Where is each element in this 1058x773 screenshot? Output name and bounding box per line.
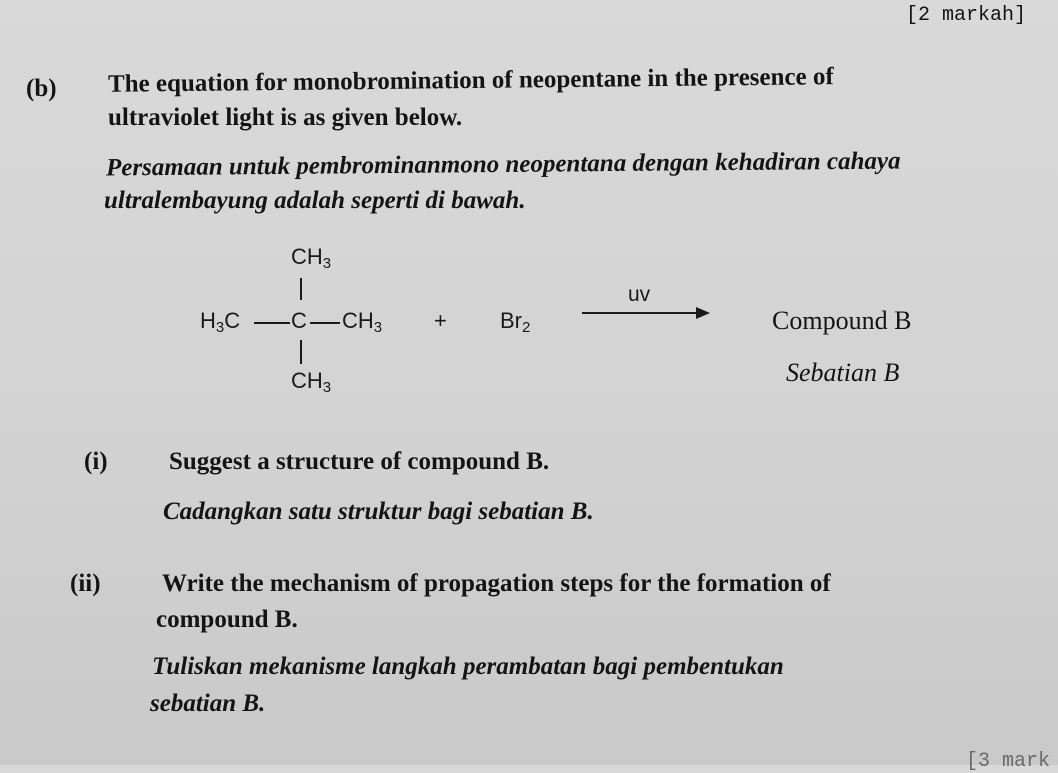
reaction-arrow [582, 312, 700, 314]
marks-label: [2 markah] [905, 4, 1026, 27]
central-carbon: C [291, 308, 307, 333]
bottom-methyl: $CH_3$ [291, 368, 332, 396]
footer-marks-partial: [3 mark [965, 750, 1050, 773]
left-methyl: $H_3C$ [200, 308, 241, 336]
question-ii-number: (ii) [70, 570, 101, 597]
intro-ms-line2: ultralembayung adalah seperti di bawah. [104, 187, 526, 214]
question-i-en: Suggest a structure of compound B. [169, 448, 550, 475]
top-methyl: $CH_3$ [291, 244, 332, 272]
question-ii-en-line2: compound B. [156, 606, 298, 633]
right-bond [310, 322, 340, 324]
intro-en-line1: The equation for monobromination of neopentane in the presence of [107, 63, 834, 98]
question-i-ms: Cadangkan satu struktur bagi sebatian B. [163, 498, 594, 525]
top-bond [300, 278, 302, 300]
question-ii-ms-line1: Tuliskan mekanisme langkah perambatan bagi pembentukan [152, 653, 784, 680]
product-en: Compound B [772, 306, 912, 335]
product-ms: Sebatian B [786, 358, 900, 387]
right-methyl: $CH_3$ [342, 308, 383, 336]
question-ii-en-line1: Write the mechanism of propagation steps for the formation of [162, 570, 831, 597]
part-label: (b) [26, 75, 57, 102]
question-ii-ms-line2: sebatian B. [150, 690, 266, 717]
bromine-reagent: $Br_2$ [500, 308, 531, 336]
intro-ms-line1: Persamaan untuk pembrominanmono neopentana dengan kehadiran cahaya [105, 147, 901, 182]
intro-en-line2: ultraviolet light is as given below. [108, 104, 463, 131]
uv-condition: uv [628, 283, 651, 306]
arrow-head-icon [696, 307, 710, 319]
question-i-number: (i) [84, 448, 108, 475]
bottom-bond [300, 340, 302, 364]
left-bond [254, 322, 290, 324]
plus-sign: + [434, 308, 447, 333]
